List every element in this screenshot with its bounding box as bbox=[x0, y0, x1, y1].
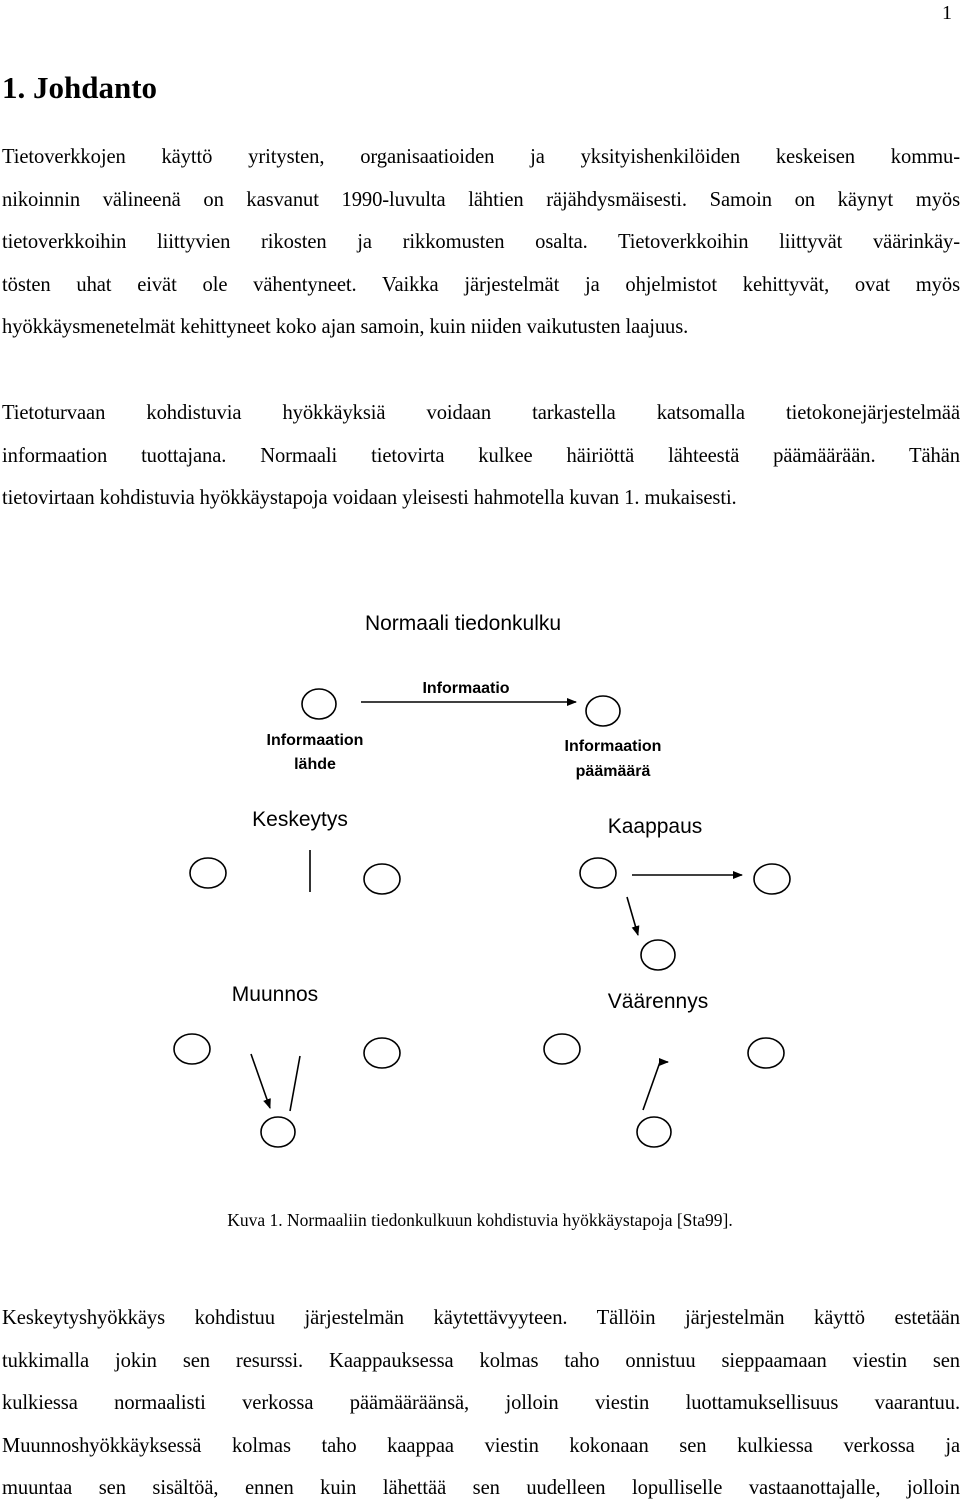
text-line: tösten uhat eivät ole vähentyneet. Vaikka järjestelmät ja ohjelmistot kehittyvät, ovat myös bbox=[2, 273, 960, 296]
interception-destination-node bbox=[754, 864, 790, 894]
modification-out-line bbox=[290, 1056, 300, 1111]
information-label: Informaatio bbox=[422, 680, 510, 697]
modification-destination-node bbox=[364, 1038, 400, 1068]
text-line: informaation tuottajana. Normaali tietovirta kulkee häiriöttä lähteestä päämäärään. Tähän bbox=[2, 444, 960, 467]
source-label-line2: lähde bbox=[294, 756, 336, 773]
modification-third-party-node bbox=[261, 1117, 295, 1147]
interception-third-party-node bbox=[641, 940, 675, 970]
text-line: tietoverkkoihin liittyvien rikosten ja rikkomusten osalta. Tietoverkkoihin liittyvät väärinkäy- bbox=[2, 231, 960, 254]
fabrication-source-node bbox=[544, 1034, 580, 1064]
text-line: Keskeytyshyökkäys kohdistuu järjestelmän käytettävyyteen. Tällöin järjestelmän käyttö estetään bbox=[2, 1307, 960, 1329]
source-label-line1: Informaation bbox=[266, 732, 364, 749]
interception-label: Kaappaus bbox=[607, 815, 703, 838]
text-line: hyökkäysmenetelmät kehittyneet koko ajan samoin, kuin niiden vaikutusten laajuus. bbox=[2, 316, 689, 339]
fabrication-destination-node bbox=[748, 1038, 784, 1068]
source-node bbox=[302, 689, 336, 719]
modification-label: Muunnos bbox=[231, 983, 319, 1006]
fabrication-third-party-node bbox=[637, 1117, 671, 1147]
interception-branch-arrow bbox=[627, 897, 638, 935]
paragraph-attack-types bbox=[2, 1297, 960, 1510]
interruption-label: Keskeytys bbox=[252, 808, 348, 831]
destination-node bbox=[586, 696, 620, 726]
figure-title: Normaali tiedonkulku bbox=[364, 612, 562, 635]
text-line: Muunnoshyökkäyksessä kolmas taho kaappaa viestin kokonaan sen kulkiessa verkossa ja bbox=[2, 1434, 960, 1457]
destination-label-line1: Informaation bbox=[564, 738, 662, 755]
text-line: Tietoturvaan kohdistuvia hyökkäyksiä voidaan tarkastella katsomalla tietokonejärjestelmää bbox=[2, 402, 960, 424]
figure-caption: Kuva 1. Normaaliin tiedonkulkuun kohdistuvia hyökkäystapoja [Sta99]. bbox=[227, 1210, 733, 1230]
interruption-destination-node bbox=[364, 864, 400, 894]
text-line: tietovirtaan kohdistuvia hyökkäystapoja voidaan yleisesti hahmotella kuvan 1. mukaisesti. bbox=[2, 487, 737, 510]
interception-source-node bbox=[580, 858, 616, 888]
text-line: nikoinnin välineenä on kasvanut 1990-luvulta lähtien räjähdysmäisesti. Samoin on käynyt myös bbox=[2, 188, 960, 211]
text-line: tukkimalla jokin sen resurssi. Kaappauksessa kolmas taho onnistuu sieppaamaan viestin sen bbox=[2, 1349, 960, 1372]
page-number: 1 bbox=[942, 2, 952, 24]
fabrication-label: Väärennys bbox=[607, 990, 709, 1013]
fabrication-arrow bbox=[643, 1062, 668, 1110]
section-heading: 1. Johdanto bbox=[2, 70, 158, 105]
text-line: muuntaa sen sisältöä, ennen kuin lähettää sen uudelleen lopulliselle vastaanottajalle, jolloin bbox=[2, 1477, 960, 1500]
modification-source-node bbox=[174, 1034, 210, 1064]
interruption-source-node bbox=[190, 858, 226, 888]
text-line: Tietoverkkojen käyttö yritysten, organisaatioiden ja yksityishenkilöiden keskeisen kommu- bbox=[2, 146, 960, 168]
modification-in-arrow bbox=[251, 1054, 270, 1108]
destination-label-line2: päämäärä bbox=[575, 763, 651, 780]
text-line: kulkiessa normaalisti verkossa päämääräänsä, jolloin viestin luottamuksellisuus vaarantuu. bbox=[2, 1392, 960, 1415]
